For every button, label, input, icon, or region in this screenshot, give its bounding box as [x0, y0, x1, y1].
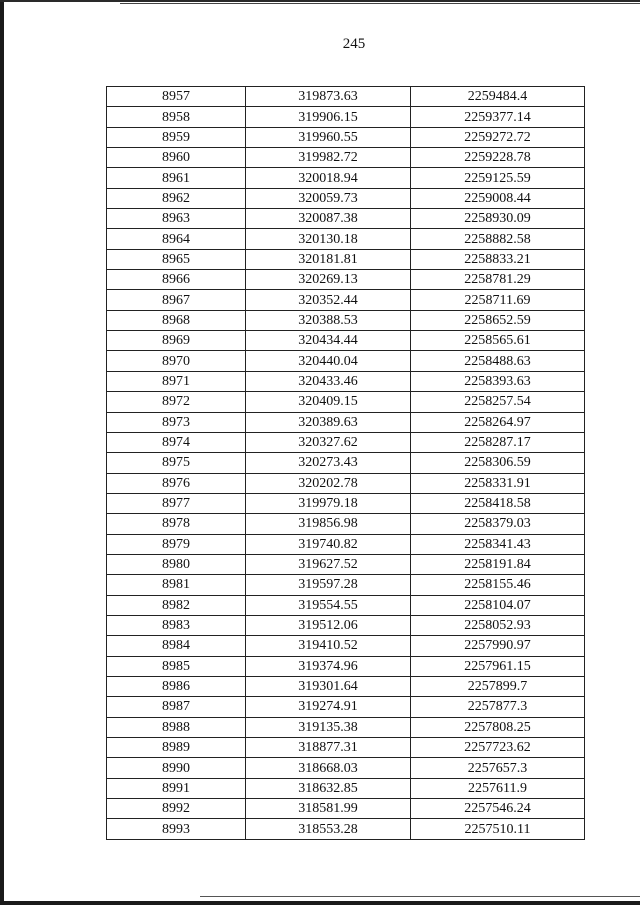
x-coordinate-cell: 320433.46: [246, 371, 411, 391]
x-coordinate-cell: 319512.06: [246, 615, 411, 635]
table-row: [107, 107, 585, 127]
x-coordinate-cell: 320273.43: [246, 453, 411, 473]
y-coordinate-cell: 2258833.21: [411, 249, 585, 269]
point-number-cell: 8971: [107, 371, 246, 391]
point-number-cell: 8983: [107, 615, 246, 635]
point-number-cell: 8987: [107, 697, 246, 717]
y-coordinate-cell: 2257546.24: [411, 799, 585, 819]
y-coordinate-cell: 2258488.63: [411, 351, 585, 371]
x-coordinate-cell: 320181.81: [246, 249, 411, 269]
point-number-cell: 8959: [107, 127, 246, 147]
y-coordinate-cell: 2259008.44: [411, 188, 585, 208]
point-number-cell: 8972: [107, 392, 246, 412]
x-coordinate-cell: 320409.15: [246, 392, 411, 412]
x-coordinate-cell: 319906.15: [246, 107, 411, 127]
x-coordinate-cell: 320059.73: [246, 188, 411, 208]
scan-border-left: [0, 0, 4, 905]
point-number-cell: 8963: [107, 209, 246, 229]
x-coordinate-cell: 318581.99: [246, 799, 411, 819]
point-number-cell: 8980: [107, 554, 246, 574]
y-coordinate-cell: 2259377.14: [411, 107, 585, 127]
table-row: [107, 778, 585, 798]
point-number-cell: 8964: [107, 229, 246, 249]
point-number-cell: 8969: [107, 331, 246, 351]
y-coordinate-cell: 2258264.97: [411, 412, 585, 432]
table-row: [107, 331, 585, 351]
y-coordinate-cell: 2258393.63: [411, 371, 585, 391]
table-row: [107, 636, 585, 656]
table-row: [107, 168, 585, 188]
table-row: [107, 229, 585, 249]
x-coordinate-cell: 319301.64: [246, 676, 411, 696]
x-coordinate-cell: 319374.96: [246, 656, 411, 676]
point-number-cell: 8993: [107, 819, 246, 839]
table-row: [107, 493, 585, 513]
y-coordinate-cell: 2258155.46: [411, 575, 585, 595]
point-number-cell: 8962: [107, 188, 246, 208]
point-number-cell: 8967: [107, 290, 246, 310]
x-coordinate-cell: 318553.28: [246, 819, 411, 839]
y-coordinate-cell: 2257657.3: [411, 758, 585, 778]
y-coordinate-cell: 2258711.69: [411, 290, 585, 310]
point-number-cell: 8966: [107, 270, 246, 290]
x-coordinate-cell: 320389.63: [246, 412, 411, 432]
y-coordinate-cell: 2258257.54: [411, 392, 585, 412]
y-coordinate-cell: 2257510.11: [411, 819, 585, 839]
table-row: [107, 717, 585, 737]
x-coordinate-cell: 320087.38: [246, 209, 411, 229]
point-number-cell: 8990: [107, 758, 246, 778]
x-coordinate-cell: 320018.94: [246, 168, 411, 188]
x-coordinate-cell: 319627.52: [246, 554, 411, 574]
table-row: [107, 554, 585, 574]
table-row: [107, 371, 585, 391]
point-number-cell: 8960: [107, 148, 246, 168]
point-number-cell: 8968: [107, 310, 246, 330]
y-coordinate-cell: 2258052.93: [411, 615, 585, 635]
y-coordinate-cell: 2258287.17: [411, 432, 585, 452]
x-coordinate-cell: 320388.53: [246, 310, 411, 330]
x-coordinate-cell: 319856.98: [246, 514, 411, 534]
point-number-cell: 8984: [107, 636, 246, 656]
x-coordinate-cell: 318668.03: [246, 758, 411, 778]
y-coordinate-cell: 2257990.97: [411, 636, 585, 656]
x-coordinate-cell: 319274.91: [246, 697, 411, 717]
point-number-cell: 8974: [107, 432, 246, 452]
y-coordinate-cell: 2258191.84: [411, 554, 585, 574]
table-row: [107, 738, 585, 758]
x-coordinate-cell: 319135.38: [246, 717, 411, 737]
x-coordinate-cell: 319597.28: [246, 575, 411, 595]
table-row: [107, 595, 585, 615]
table-row: [107, 453, 585, 473]
y-coordinate-cell: 2258565.61: [411, 331, 585, 351]
table-row: [107, 432, 585, 452]
x-coordinate-cell: 318877.31: [246, 738, 411, 758]
point-number-cell: 8977: [107, 493, 246, 513]
table-row: [107, 758, 585, 778]
y-coordinate-cell: 2258882.58: [411, 229, 585, 249]
y-coordinate-cell: 2258930.09: [411, 209, 585, 229]
y-coordinate-cell: 2258306.59: [411, 453, 585, 473]
x-coordinate-cell: 320352.44: [246, 290, 411, 310]
x-coordinate-cell: 319873.63: [246, 87, 411, 107]
table-row: [107, 290, 585, 310]
point-number-cell: 8958: [107, 107, 246, 127]
point-number-cell: 8988: [107, 717, 246, 737]
y-coordinate-cell: 2258341.43: [411, 534, 585, 554]
point-number-cell: 8985: [107, 656, 246, 676]
x-coordinate-cell: 318632.85: [246, 778, 411, 798]
table-row: [107, 514, 585, 534]
point-number-cell: 8991: [107, 778, 246, 798]
y-coordinate-cell: 2259272.72: [411, 127, 585, 147]
point-number-cell: 8961: [107, 168, 246, 188]
point-number-cell: 8970: [107, 351, 246, 371]
scan-border-bottom: [0, 901, 640, 905]
table-row: [107, 656, 585, 676]
x-coordinate-cell: 319410.52: [246, 636, 411, 656]
point-number-cell: 8986: [107, 676, 246, 696]
scan-border-top-line: [120, 3, 640, 4]
table-row: [107, 615, 585, 635]
y-coordinate-cell: 2257808.25: [411, 717, 585, 737]
table-row: [107, 209, 585, 229]
table-row: [107, 148, 585, 168]
point-number-cell: 8989: [107, 738, 246, 758]
y-coordinate-cell: 2259228.78: [411, 148, 585, 168]
point-number-cell: 8979: [107, 534, 246, 554]
x-coordinate-cell: 320327.62: [246, 432, 411, 452]
scan-border-bottom-line: [200, 896, 640, 897]
point-number-cell: 8981: [107, 575, 246, 595]
y-coordinate-cell: 2258104.07: [411, 595, 585, 615]
table-row: [107, 799, 585, 819]
table-row: [107, 412, 585, 432]
y-coordinate-cell: 2257961.15: [411, 656, 585, 676]
y-coordinate-cell: 2257723.62: [411, 738, 585, 758]
table-row: [107, 473, 585, 493]
y-coordinate-cell: 2258379.03: [411, 514, 585, 534]
table-row: [107, 270, 585, 290]
point-number-cell: 8957: [107, 87, 246, 107]
point-number-cell: 8978: [107, 514, 246, 534]
table-row: [107, 697, 585, 717]
table-row: [107, 127, 585, 147]
y-coordinate-cell: 2258781.29: [411, 270, 585, 290]
x-coordinate-cell: 320202.78: [246, 473, 411, 493]
y-coordinate-cell: 2257877.3: [411, 697, 585, 717]
table-row: [107, 676, 585, 696]
x-coordinate-cell: 319740.82: [246, 534, 411, 554]
point-number-cell: 8976: [107, 473, 246, 493]
point-number-cell: 8992: [107, 799, 246, 819]
x-coordinate-cell: 319979.18: [246, 493, 411, 513]
x-coordinate-cell: 320269.13: [246, 270, 411, 290]
point-number-cell: 8965: [107, 249, 246, 269]
x-coordinate-cell: 320440.04: [246, 351, 411, 371]
table-row: [107, 188, 585, 208]
point-number-cell: 8982: [107, 595, 246, 615]
x-coordinate-cell: 320130.18: [246, 229, 411, 249]
table-row: [107, 392, 585, 412]
point-number-cell: 8975: [107, 453, 246, 473]
y-coordinate-cell: 2258418.58: [411, 493, 585, 513]
x-coordinate-cell: 319960.55: [246, 127, 411, 147]
y-coordinate-cell: 2257899.7: [411, 676, 585, 696]
x-coordinate-cell: 319554.55: [246, 595, 411, 615]
page-number: 245: [342, 36, 366, 52]
y-coordinate-cell: 2258652.59: [411, 310, 585, 330]
table-row: [107, 351, 585, 371]
table-row: [107, 87, 585, 107]
x-coordinate-cell: 320434.44: [246, 331, 411, 351]
table-row: [107, 819, 585, 839]
table-row: [107, 310, 585, 330]
y-coordinate-cell: 2258331.91: [411, 473, 585, 493]
coordinates-table: [106, 86, 585, 840]
table-row: [107, 534, 585, 554]
point-number-cell: 8973: [107, 412, 246, 432]
y-coordinate-cell: 2257611.9: [411, 778, 585, 798]
y-coordinate-cell: 2259484.4: [411, 87, 585, 107]
y-coordinate-cell: 2259125.59: [411, 168, 585, 188]
table-row: [107, 249, 585, 269]
x-coordinate-cell: 319982.72: [246, 148, 411, 168]
scan-border-top: [0, 0, 640, 2]
coordinates-table-body: [107, 87, 585, 840]
table-row: [107, 575, 585, 595]
